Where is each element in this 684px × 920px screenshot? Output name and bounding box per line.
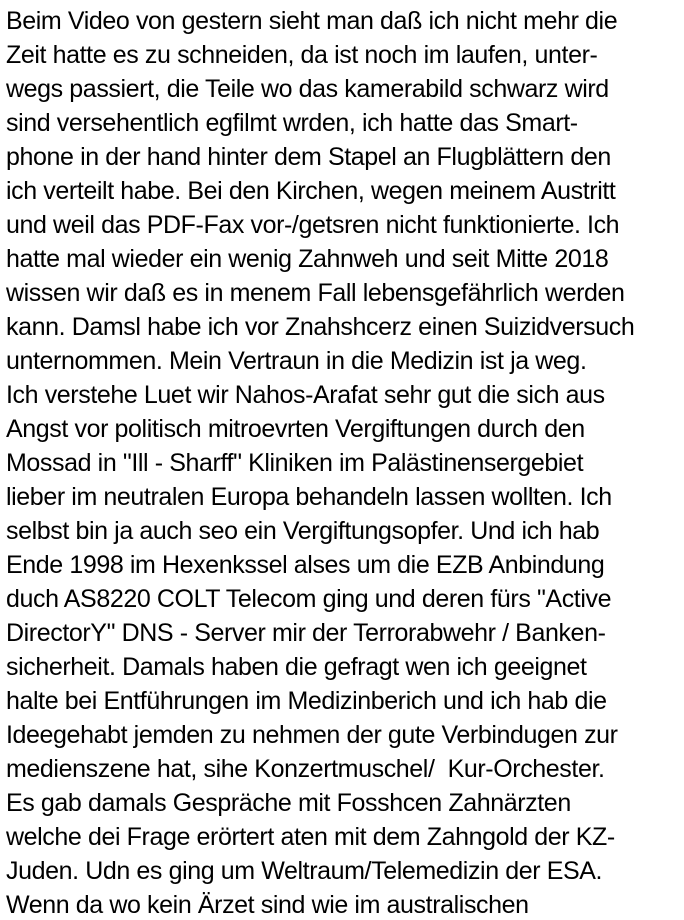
text-line: hatte mal wieder ein wenig Zahnweh und seit Mitte 2018 <box>6 245 609 273</box>
text-line: halte bei Entführungen im Medizinberich und ich hab die <box>6 687 607 715</box>
text-line: Ende 1998 im Hexenkssel alses um die EZB Anbindung <box>6 551 605 579</box>
text-line: Wenn da wo kein Ärzet sind wie im australischen <box>6 891 529 919</box>
text-line: Angst vor politisch mitroevrten Vergiftungen durch den <box>6 415 585 443</box>
text-line: Juden. Udn es ging um Weltraum/Telemedizin der ESA. <box>6 857 603 885</box>
text-line: lieber im neutralen Europa behandeln lassen wollten. Ich <box>6 483 612 511</box>
text-line: medienszene hat, sihe Konzertmuschel/ Kur-Orchester. <box>6 755 605 783</box>
text-line: Beim Video von gestern sieht man daß ich nicht mehr die <box>6 7 618 35</box>
text-line: wissen wir daß es in menem Fall lebensgefährlich werden <box>6 279 625 307</box>
text-line: sicherheit. Damals haben die gefragt wen ich geeignet <box>6 653 587 681</box>
body-text <box>6 4 684 920</box>
text-line: und weil das PDF-Fax vor-/getsren nicht funktionierte. Ich <box>6 211 620 239</box>
text-line: wegs passiert, die Teile wo das kamerabild schwarz wird <box>6 75 609 103</box>
text-line: sind versehentlich egfilmt wrden, ich hatte das Smart- <box>6 109 578 137</box>
text-line: duch AS8220 COLT Telecom ging und deren fürs "Active <box>6 585 612 613</box>
text-line: ich verteilt habe. Bei den Kirchen, wegen meinem Austritt <box>6 177 616 205</box>
text-line: DirectorY" DNS - Server mir der Terrorabwehr / Banken- <box>6 619 606 647</box>
text-line: Ich verstehe Luet wir Nahos-Arafat sehr gut die sich aus <box>6 381 605 409</box>
text-line: Zeit hatte es zu schneiden, da ist noch im laufen, unter- <box>6 41 598 69</box>
text-line: Es gab damals Gespräche mit Fosshcen Zahnärzten <box>6 789 571 817</box>
text-line: kann. Damsl habe ich vor Znahshcerz einen Suizidversuch <box>6 313 635 341</box>
text-line: phone in der hand hinter dem Stapel an Flugblättern den <box>6 143 611 171</box>
text-line: selbst bin ja auch seo ein Vergiftungsopfer. Und ich hab <box>6 517 600 545</box>
text-line: Mossad in "Ill - Sharff" Kliniken im Palästinensergebiet <box>6 449 584 477</box>
text-line: unternommen. Mein Vertraun in die Medizin ist ja weg. <box>6 347 587 375</box>
text-line: Ideegehabt jemden zu nehmen der gute Verbindugen zur <box>6 721 618 749</box>
text-line: welche dei Frage erörtert aten mit dem Zahngold der KZ- <box>6 823 615 851</box>
